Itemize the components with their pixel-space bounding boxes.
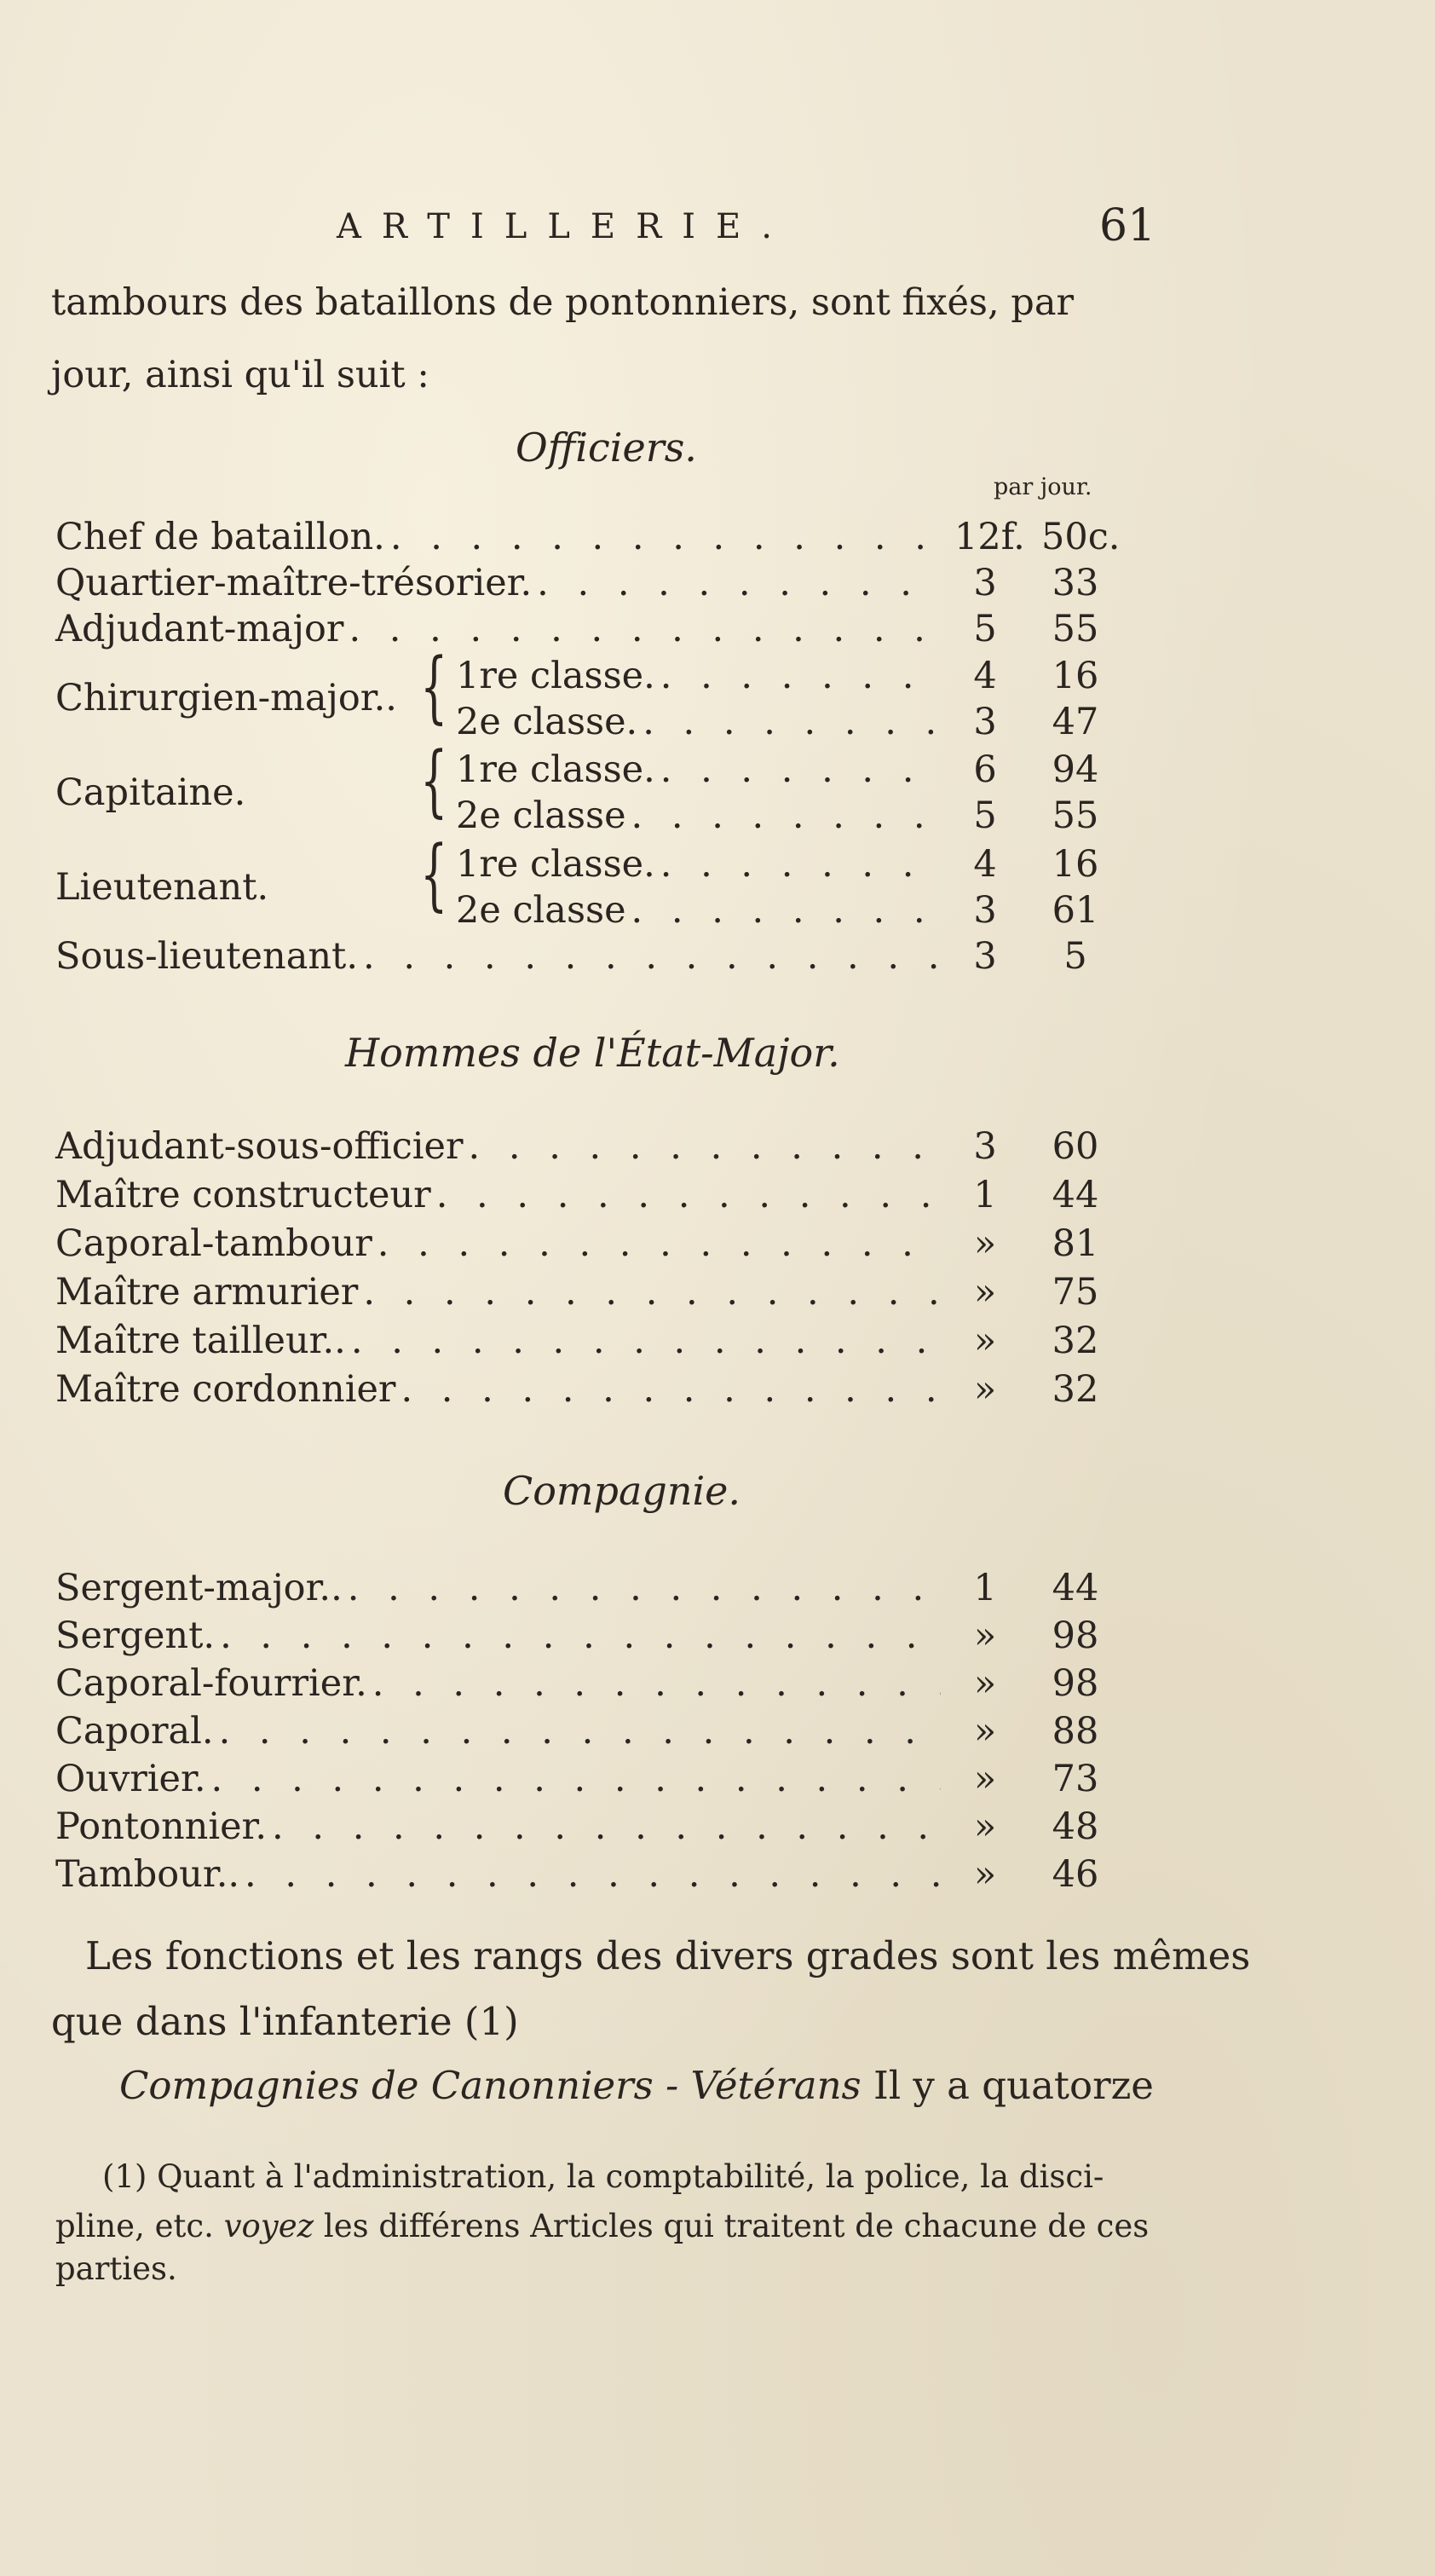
leader-dots — [631, 794, 941, 837]
footnote-text: pline, etc. — [55, 2208, 224, 2244]
value-centimes: 33 — [1052, 562, 1099, 604]
table-row — [55, 1853, 946, 1897]
value-francs: » — [973, 1710, 997, 1753]
closing-rest: Il y a quatorze — [861, 2063, 1154, 2108]
heading-compagnie: Compagnie. — [503, 1468, 741, 1514]
value-centimes: 44 — [1052, 1567, 1099, 1609]
value-centimes: 73 — [1052, 1758, 1099, 1800]
leader-dots — [401, 1368, 941, 1411]
row-label: Chef de bataillon. — [55, 516, 385, 558]
sub-row — [456, 701, 946, 745]
sub-row — [456, 748, 946, 793]
value-francs: 5 — [973, 794, 997, 837]
leader-dots — [643, 701, 941, 743]
value-francs: 4 — [973, 843, 997, 886]
sub-label: 2e classe — [456, 794, 626, 837]
closing-italic: Compagnies de Canonniers - Vétérans — [119, 2063, 862, 2108]
heading-officiers: Officiers. — [516, 425, 697, 471]
leader-dots — [390, 516, 941, 558]
row-label: Sergent-major.. — [55, 1567, 343, 1609]
row-label: Tambour.. — [55, 1853, 240, 1896]
value-francs: » — [973, 1368, 997, 1411]
value-francs: » — [973, 1271, 997, 1314]
leader-dots — [220, 1614, 941, 1657]
group-label: Capitaine. — [55, 771, 246, 814]
row-label: Maître armurier — [55, 1271, 359, 1314]
value-francs: » — [973, 1320, 997, 1362]
table-row — [55, 1805, 946, 1850]
intro-line-1: tambours des bataillons de pontonniers, sont fixés, par — [51, 281, 1075, 324]
leader-dots — [660, 748, 941, 791]
value-centimes: 47 — [1052, 701, 1099, 743]
page-number: 61 — [1099, 200, 1156, 251]
closing-line-1: Les fonctions et les rangs des divers grades sont les mêmes — [85, 1933, 1251, 1978]
leader-dots — [363, 935, 941, 978]
value-centimes: 98 — [1052, 1614, 1099, 1657]
value-francs: » — [973, 1222, 997, 1265]
value-francs: 3 — [973, 1125, 997, 1168]
brace: { — [420, 641, 448, 732]
sub-row — [456, 889, 946, 933]
leader-dots — [377, 1222, 941, 1265]
table-row — [55, 516, 946, 560]
intro-line-2: jour, ainsi qu'il suit : — [51, 354, 429, 396]
leader-dots — [363, 1271, 941, 1314]
value-francs: 3 — [973, 562, 997, 604]
table-row — [55, 1368, 946, 1412]
value-francs: 4 — [973, 655, 997, 697]
value-centimes: 32 — [1052, 1320, 1099, 1362]
value-centimes: 50c. — [1041, 516, 1121, 558]
row-label: Ouvrier. — [55, 1758, 206, 1800]
footnote-line-2 — [55, 2208, 1149, 2244]
value-centimes: 88 — [1052, 1710, 1099, 1753]
table-row — [55, 1320, 946, 1364]
sub-label: 2e classe. — [456, 701, 638, 743]
table-row — [55, 608, 946, 652]
row-label: Maître cordonnier — [55, 1368, 396, 1411]
value-centimes: 44 — [1052, 1174, 1099, 1216]
leader-dots — [537, 562, 941, 604]
row-label: Sous-lieutenant. — [55, 935, 358, 978]
table-row — [55, 935, 946, 979]
table-row — [55, 1614, 946, 1659]
leader-dots — [348, 1567, 941, 1609]
footnote-text: les différens Articles qui traitent de chacune de ces — [314, 2208, 1150, 2244]
sub-label: 1re classe. — [456, 655, 655, 697]
leader-dots — [436, 1174, 941, 1216]
value-francs: 5 — [973, 608, 997, 650]
footnote-line-1: (1) Quant à l'administration, la comptabilité, la police, la disci- — [102, 2158, 1104, 2195]
value-centimes: 16 — [1052, 655, 1099, 697]
value-centimes: 32 — [1052, 1368, 1099, 1411]
group-label: Chirurgien-major.. — [55, 677, 397, 719]
leader-dots — [351, 1320, 941, 1362]
table-row — [55, 1567, 946, 1611]
table-row — [55, 1222, 946, 1267]
sub-row — [456, 655, 946, 699]
value-francs: » — [973, 1805, 997, 1848]
table-row — [55, 1271, 946, 1315]
row-label: Maître constructeur — [55, 1174, 431, 1216]
sub-row — [456, 794, 946, 839]
brace: { — [420, 829, 448, 920]
leader-dots — [631, 889, 941, 932]
value-francs: 3 — [973, 701, 997, 743]
row-label: Sergent. — [55, 1614, 216, 1657]
value-centimes: 55 — [1052, 608, 1099, 650]
row-label: Caporal-fourrier. — [55, 1662, 367, 1705]
row-label: Caporal-tambour — [55, 1222, 372, 1265]
value-francs: 1 — [973, 1174, 997, 1216]
table-row — [55, 1710, 946, 1754]
table-row — [55, 562, 946, 606]
table-row — [55, 1125, 946, 1170]
leader-dots — [469, 1125, 941, 1168]
value-centimes: 94 — [1052, 748, 1099, 791]
table-row — [55, 1662, 946, 1707]
value-francs: 3 — [973, 935, 997, 978]
value-francs: 3 — [973, 889, 997, 932]
sub-label: 1re classe. — [456, 748, 655, 791]
sub-label: 2e classe — [456, 889, 626, 932]
row-label: Adjudant-sous-officier — [55, 1125, 464, 1168]
value-centimes: 55 — [1052, 794, 1099, 837]
closing-line-3 — [119, 2063, 1154, 2108]
group-label: Lieutenant. — [55, 866, 269, 909]
leader-dots — [660, 843, 941, 886]
row-label: Pontonnier. — [55, 1805, 268, 1848]
leader-dots — [372, 1662, 941, 1705]
value-centimes: 16 — [1052, 843, 1099, 886]
leader-dots — [660, 655, 941, 697]
row-label: Caporal. — [55, 1710, 214, 1753]
leader-dots — [245, 1853, 941, 1896]
sub-label: 1re classe. — [456, 843, 655, 886]
value-francs: » — [973, 1614, 997, 1657]
value-centimes: 98 — [1052, 1662, 1099, 1705]
value-francs: » — [973, 1853, 997, 1896]
unit-label: par jour. — [994, 474, 1092, 500]
sub-row — [456, 843, 946, 887]
heading-etat-major: Hommes de l'État-Major. — [345, 1030, 840, 1076]
value-francs: 6 — [973, 748, 997, 791]
leader-dots — [272, 1805, 941, 1848]
footnote-line-3: parties. — [55, 2250, 177, 2287]
leader-dots — [211, 1758, 942, 1800]
value-centimes: 75 — [1052, 1271, 1099, 1314]
table-row — [55, 1758, 946, 1802]
row-label: Maître tailleur.. — [55, 1320, 346, 1362]
table-row — [55, 1174, 946, 1218]
value-francs: » — [973, 1662, 997, 1705]
brace: { — [420, 735, 448, 826]
value-centimes: 61 — [1052, 889, 1099, 932]
value-francs: 1 — [973, 1567, 997, 1609]
value-francs: 12f. — [954, 516, 1025, 558]
footnote-italic: voyez — [223, 2208, 314, 2244]
value-francs: » — [973, 1758, 997, 1800]
running-head: ARTILLERIE. — [337, 207, 792, 246]
value-centimes: 60 — [1052, 1125, 1099, 1168]
value-centimes: 81 — [1052, 1222, 1099, 1265]
value-centimes: 5 — [1063, 935, 1087, 978]
closing-line-2: que dans l'infanterie (1) — [51, 1999, 519, 2044]
row-label: Quartier-maître-trésorier. — [55, 562, 533, 604]
row-label: Adjudant-major — [55, 608, 344, 650]
leader-dots — [219, 1710, 941, 1753]
value-centimes: 46 — [1052, 1853, 1099, 1896]
value-centimes: 48 — [1052, 1805, 1099, 1848]
